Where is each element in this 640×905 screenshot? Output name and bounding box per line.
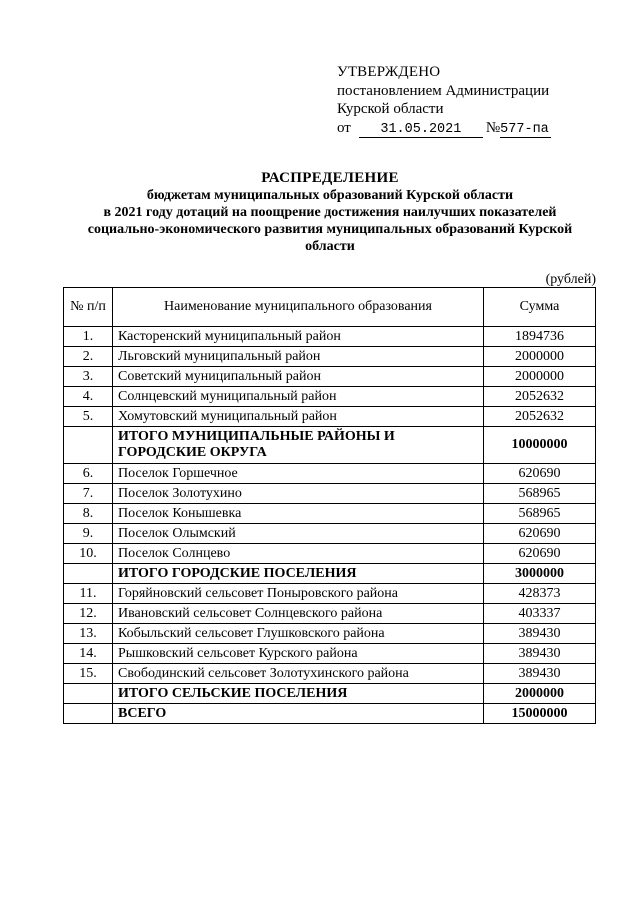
row-sum: 428373	[484, 584, 596, 604]
row-name: Солнцевский муниципальный район	[113, 387, 484, 407]
row-name: Рышковский сельсовет Курского района	[113, 644, 484, 664]
row-number	[64, 704, 113, 724]
row-sum: 2000000	[484, 367, 596, 387]
row-sum: 2000000	[484, 684, 596, 704]
table-row	[64, 564, 596, 584]
row-number: 10.	[64, 544, 113, 564]
row-sum: 620690	[484, 544, 596, 564]
row-number: 2.	[64, 347, 113, 367]
date-prefix: от	[337, 119, 351, 136]
row-number: 9.	[64, 524, 113, 544]
distribution-table	[63, 287, 596, 724]
table-row	[64, 347, 596, 367]
units-label: (рублей)	[545, 272, 596, 287]
row-name: ИТОГО ГОРОДСКИЕ ПОСЕЛЕНИЯ	[113, 564, 484, 584]
title-line-3: в 2021 году дотаций на поощрение достижения наилучших показателей	[103, 205, 557, 220]
table-row	[64, 427, 596, 464]
row-name: Поселок Конышевка	[113, 504, 484, 524]
table-row	[64, 684, 596, 704]
row-sum: 568965	[484, 484, 596, 504]
row-sum: 15000000	[484, 704, 596, 724]
title-heading: РАСПРЕДЕЛЕНИЕ	[261, 170, 399, 186]
approved-label: УТВЕРЖДЕНО	[337, 64, 441, 80]
table-row	[64, 544, 596, 564]
header-num: № п/п	[64, 288, 113, 327]
row-name: Льговский муниципальный район	[113, 347, 484, 367]
row-name: Свободинский сельсовет Золотухинского района	[113, 664, 484, 684]
row-name: Поселок Горшечное	[113, 464, 484, 484]
row-sum: 3000000	[484, 564, 596, 584]
row-name: ИТОГО МУНИЦИПАЛЬНЫЕ РАЙОНЫ И ГОРОДСКИЕ ОКРУГА	[113, 427, 484, 464]
table-row	[64, 644, 596, 664]
row-sum: 620690	[484, 524, 596, 544]
table-row	[64, 524, 596, 544]
table-row	[64, 407, 596, 427]
row-sum: 2052632	[484, 407, 596, 427]
row-name: Ивановский сельсовет Солнцевского района	[113, 604, 484, 624]
header-sum: Сумма	[484, 288, 596, 327]
row-sum: 403337	[484, 604, 596, 624]
row-sum: 389430	[484, 624, 596, 644]
title-line-2: бюджетам муниципальных образований Курской области	[146, 188, 514, 203]
approval-stamp	[337, 63, 551, 138]
row-sum: 389430	[484, 644, 596, 664]
row-sum: 2000000	[484, 347, 596, 367]
row-number: 8.	[64, 504, 113, 524]
row-number: 7.	[64, 484, 113, 504]
row-sum: 389430	[484, 664, 596, 684]
table-row	[64, 484, 596, 504]
table-row	[64, 504, 596, 524]
row-number: 14.	[64, 644, 113, 664]
row-sum: 10000000	[484, 427, 596, 464]
row-number: 1.	[64, 327, 113, 347]
row-number: 11.	[64, 584, 113, 604]
row-name: ИТОГО СЕЛЬСКИЕ ПОСЕЛЕНИЯ	[113, 684, 484, 704]
row-name: Поселок Солнцево	[113, 544, 484, 564]
title-line-5: области	[305, 239, 355, 254]
approval-date: 31.05.2021	[359, 122, 483, 138]
row-number	[64, 564, 113, 584]
table-row	[64, 367, 596, 387]
row-name: Хомутовский муниципальный район	[113, 407, 484, 427]
row-number: 6.	[64, 464, 113, 484]
table-row	[64, 327, 596, 347]
table-row	[64, 464, 596, 484]
table-row	[64, 604, 596, 624]
table-row	[64, 664, 596, 684]
approval-number: 577-па	[500, 121, 549, 137]
row-name: Горяйновский сельсовет Поныровского района	[113, 584, 484, 604]
title-line-4: социально-экономического развития муниципальных образований Курской	[87, 222, 573, 237]
row-number: 3.	[64, 367, 113, 387]
row-number	[64, 684, 113, 704]
row-number: 5.	[64, 407, 113, 427]
approval-region-line: Курской области	[337, 101, 444, 117]
row-name: Касторенский муниципальный район	[113, 327, 484, 347]
row-sum: 2052632	[484, 387, 596, 407]
row-name: Поселок Золотухино	[113, 484, 484, 504]
row-name: Советский муниципальный район	[113, 367, 484, 387]
approval-resolution-line: постановлением Администрации	[337, 82, 550, 99]
row-sum: 620690	[484, 464, 596, 484]
table-row	[64, 584, 596, 604]
row-number: 15.	[64, 664, 113, 684]
number-prefix: №	[485, 119, 501, 136]
row-name: Поселок Олымский	[113, 524, 484, 544]
row-number: 13.	[64, 624, 113, 644]
row-number: 12.	[64, 604, 113, 624]
row-sum: 568965	[484, 504, 596, 524]
table-header-row	[64, 288, 596, 327]
row-number: 4.	[64, 387, 113, 407]
table-row	[64, 704, 596, 724]
table-row	[64, 387, 596, 407]
row-number	[64, 427, 113, 464]
header-name: Наименование муниципального образования	[113, 288, 484, 327]
table-row	[64, 624, 596, 644]
approval-date-line	[337, 119, 551, 138]
row-sum: 1894736	[484, 327, 596, 347]
document-title	[40, 170, 620, 255]
row-name: Кобыльский сельсовет Глушковского района	[113, 624, 484, 644]
row-name: ВСЕГО	[113, 704, 484, 724]
